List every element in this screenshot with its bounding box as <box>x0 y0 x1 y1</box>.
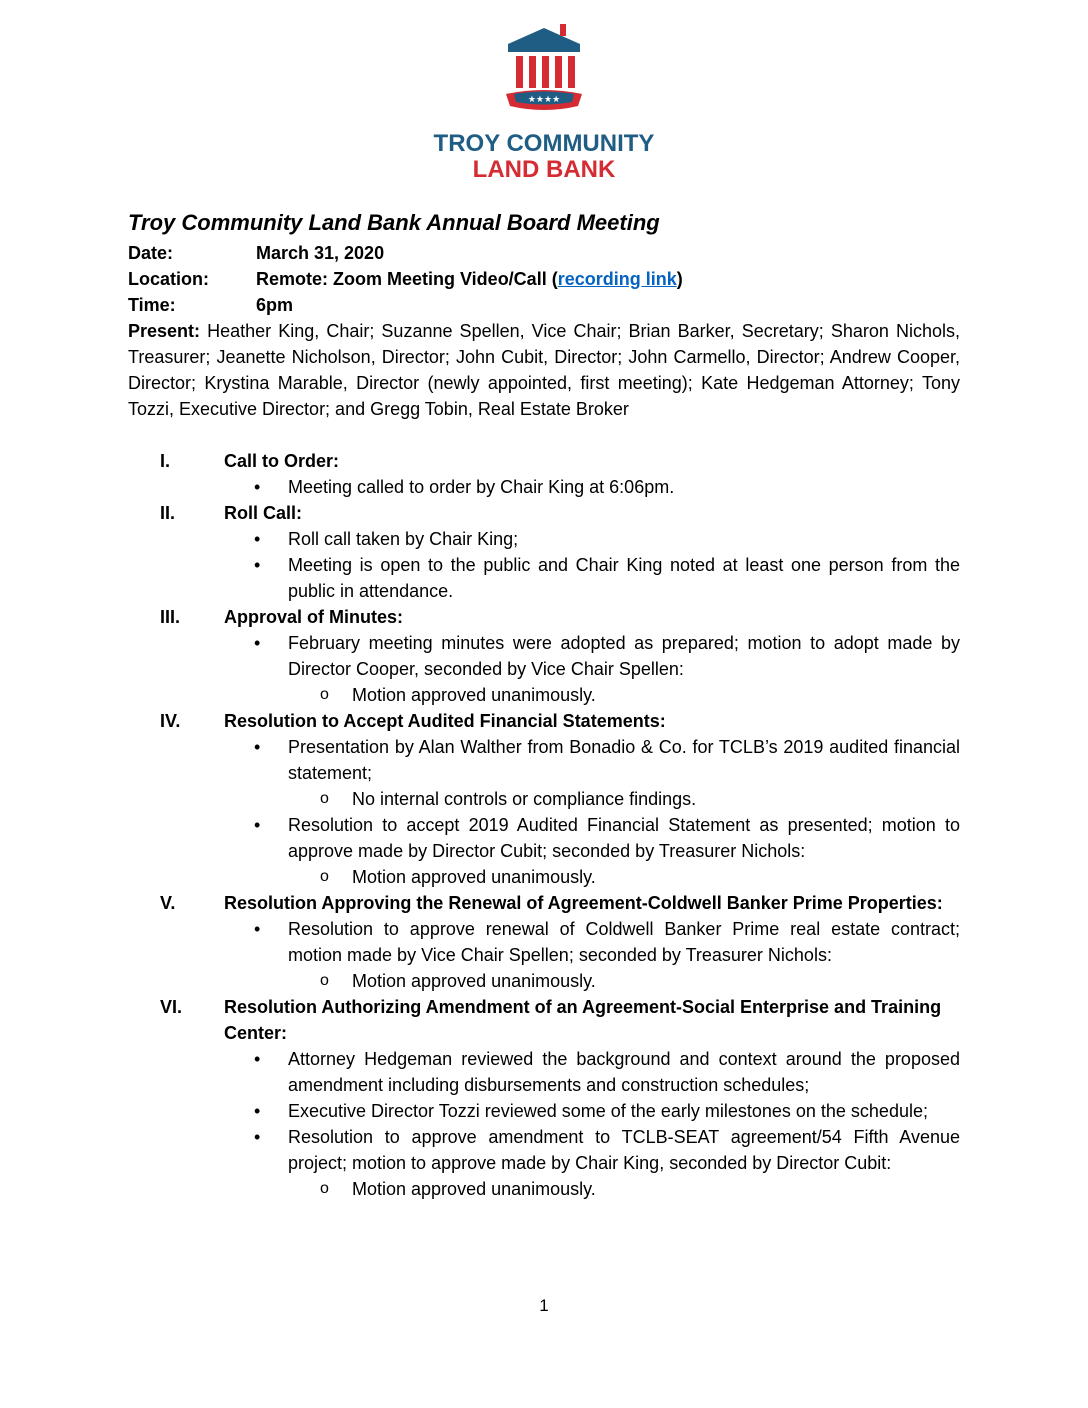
page-number: 1 <box>539 1296 549 1315</box>
bullet-item <box>128 552 960 604</box>
bullet-list <box>128 1046 960 1202</box>
agenda-section <box>128 890 960 994</box>
meta-date <box>128 240 960 266</box>
section-heading-row <box>128 994 960 1046</box>
meta-location-key: Location: <box>128 269 209 289</box>
bullet-list <box>128 916 960 994</box>
section-heading: Call to Order: <box>224 451 340 471</box>
sub-bullet-item: o Motion approved unanimously. <box>288 864 960 890</box>
bullet-text: Presentation by Alan Walther from Bonadio & Co. for TCLB’s 2019 audited financial statement; <box>288 737 960 783</box>
bullet-text: February meeting minutes were adopted as prepared; motion to adopt made by Director Cooper, seconded by Vice Chair Spellen: <box>288 633 960 679</box>
logo-line-2: LAND BANK <box>472 156 616 183</box>
bullet-text: Meeting called to order by Chair King at 6:06pm. <box>288 477 675 497</box>
meta-date-value: March 31, 2020 <box>256 243 385 263</box>
bullet-item <box>128 812 960 890</box>
bullet-list <box>128 630 960 708</box>
bullet-text: Resolution to accept 2019 Audited Financial Statement as presented; motion to approve made by Director Cubit; seconded by Treasurer Nichols: <box>288 815 960 861</box>
present-label: Present: <box>128 321 201 341</box>
agenda-section <box>128 994 960 1202</box>
section-number: IV. <box>160 711 181 731</box>
sub-bullet-list <box>288 786 960 812</box>
document-body <box>128 206 960 1202</box>
section-number: VI. <box>160 997 183 1017</box>
section-number: III. <box>160 607 181 627</box>
bullet-list <box>128 734 960 890</box>
section-heading: Resolution Approving the Renewal of Agreement-Coldwell Banker Prime Properties: <box>224 893 943 913</box>
section-heading-row <box>128 604 960 630</box>
agenda-section <box>128 448 960 500</box>
bullet-list <box>128 474 960 500</box>
meta-time-value: 6pm <box>256 295 294 315</box>
logo <box>420 22 668 184</box>
logo-line-1: TROY COMMUNITY <box>433 130 655 157</box>
sub-bullet-list <box>288 864 960 890</box>
bullet-item <box>128 734 960 812</box>
sub-bullet-item: o Motion approved unanimously. <box>288 682 960 708</box>
bullet-item <box>128 630 960 708</box>
bullet-text: Roll call taken by Chair King; <box>288 529 519 549</box>
document-title: Troy Community Land Bank Annual Board Meeting <box>128 210 660 235</box>
meta-time <box>128 292 960 318</box>
bullet-text: Resolution to approve amendment to TCLB-SEAT agreement/54 Fifth Avenue project; motion to approve made by Chair King, seconded by Director Cubit: <box>288 1127 960 1173</box>
meta-time-key: Time: <box>128 295 176 315</box>
meta-location-value <box>256 266 683 292</box>
bullet-item <box>128 474 960 500</box>
sub-bullet-list <box>288 682 960 708</box>
section-heading: Resolution Authorizing Amendment of an Agreement-Social Enterprise and Training Center: <box>224 997 942 1043</box>
svg-text:★★★★: ★★★★ <box>527 95 561 105</box>
bullet-list <box>128 526 960 604</box>
section-number: V. <box>160 893 176 913</box>
sub-bullet-list <box>288 1176 960 1202</box>
meta-date-key: Date: <box>128 243 174 263</box>
section-heading-row <box>128 890 960 916</box>
bullet-item <box>128 1098 960 1124</box>
section-heading-row <box>128 708 960 734</box>
section-heading: Approval of Minutes: <box>224 607 403 627</box>
bullet-text: Resolution to approve renewal of Coldwell Banker Prime real estate contract; motion made by Vice Chair Spellen; seconded by Treasurer Nichols: <box>288 919 960 965</box>
section-number: I. <box>160 451 171 471</box>
sub-bullet-item: o Motion approved unanimously. <box>288 1176 960 1202</box>
recording-link[interactable]: recording link <box>557 269 677 289</box>
meta-location-prefix: Remote: Zoom Meeting Video/Call ( <box>256 269 558 289</box>
bullet-item <box>128 1046 960 1098</box>
agenda-section <box>128 708 960 890</box>
agenda-sections <box>128 448 960 1202</box>
sub-bullet-item: o No internal controls or compliance findings. <box>288 786 960 812</box>
bullet-text: Executive Director Tozzi reviewed some of the early milestones on the schedule; <box>288 1101 928 1121</box>
bullet-item <box>128 1124 960 1202</box>
section-heading: Roll Call: <box>224 503 303 523</box>
bullet-text: Meeting is open to the public and Chair King noted at least one person from the public in attendance. <box>288 555 960 601</box>
section-heading-row <box>128 448 960 474</box>
bullet-item <box>128 916 960 994</box>
present-text: Heather King, Chair; Suzanne Spellen, Vice Chair; Brian Barker, Secretary; Sharon Nichols, Treasurer; Jeanette Nicholson, Director; John Cubit, Director; John Carmello, Director; Andrew Cooper, Director; Krystina Marable, Director (newly appointed, first meeting); Kate Hedgeman Attorney; Tony Tozzi, Executive Director; and Gregg Tobin, Real Estate Broker <box>128 321 960 419</box>
meta-location <box>128 266 960 292</box>
sub-bullet-list <box>288 968 960 994</box>
bullet-item <box>128 526 960 552</box>
agenda-section <box>128 604 960 708</box>
land-bank-building-icon <box>500 22 588 114</box>
section-heading: Resolution to Accept Audited Financial Statements: <box>224 711 666 731</box>
present-paragraph <box>128 318 960 422</box>
agenda-section <box>128 500 960 604</box>
meta-location-suffix: ) <box>676 269 683 289</box>
section-number: II. <box>160 503 176 523</box>
bullet-text: Attorney Hedgeman reviewed the background and context around the proposed amendment including disbursements and construction schedules; <box>288 1049 960 1095</box>
section-heading-row <box>128 500 960 526</box>
sub-bullet-item: o Motion approved unanimously. <box>288 968 960 994</box>
